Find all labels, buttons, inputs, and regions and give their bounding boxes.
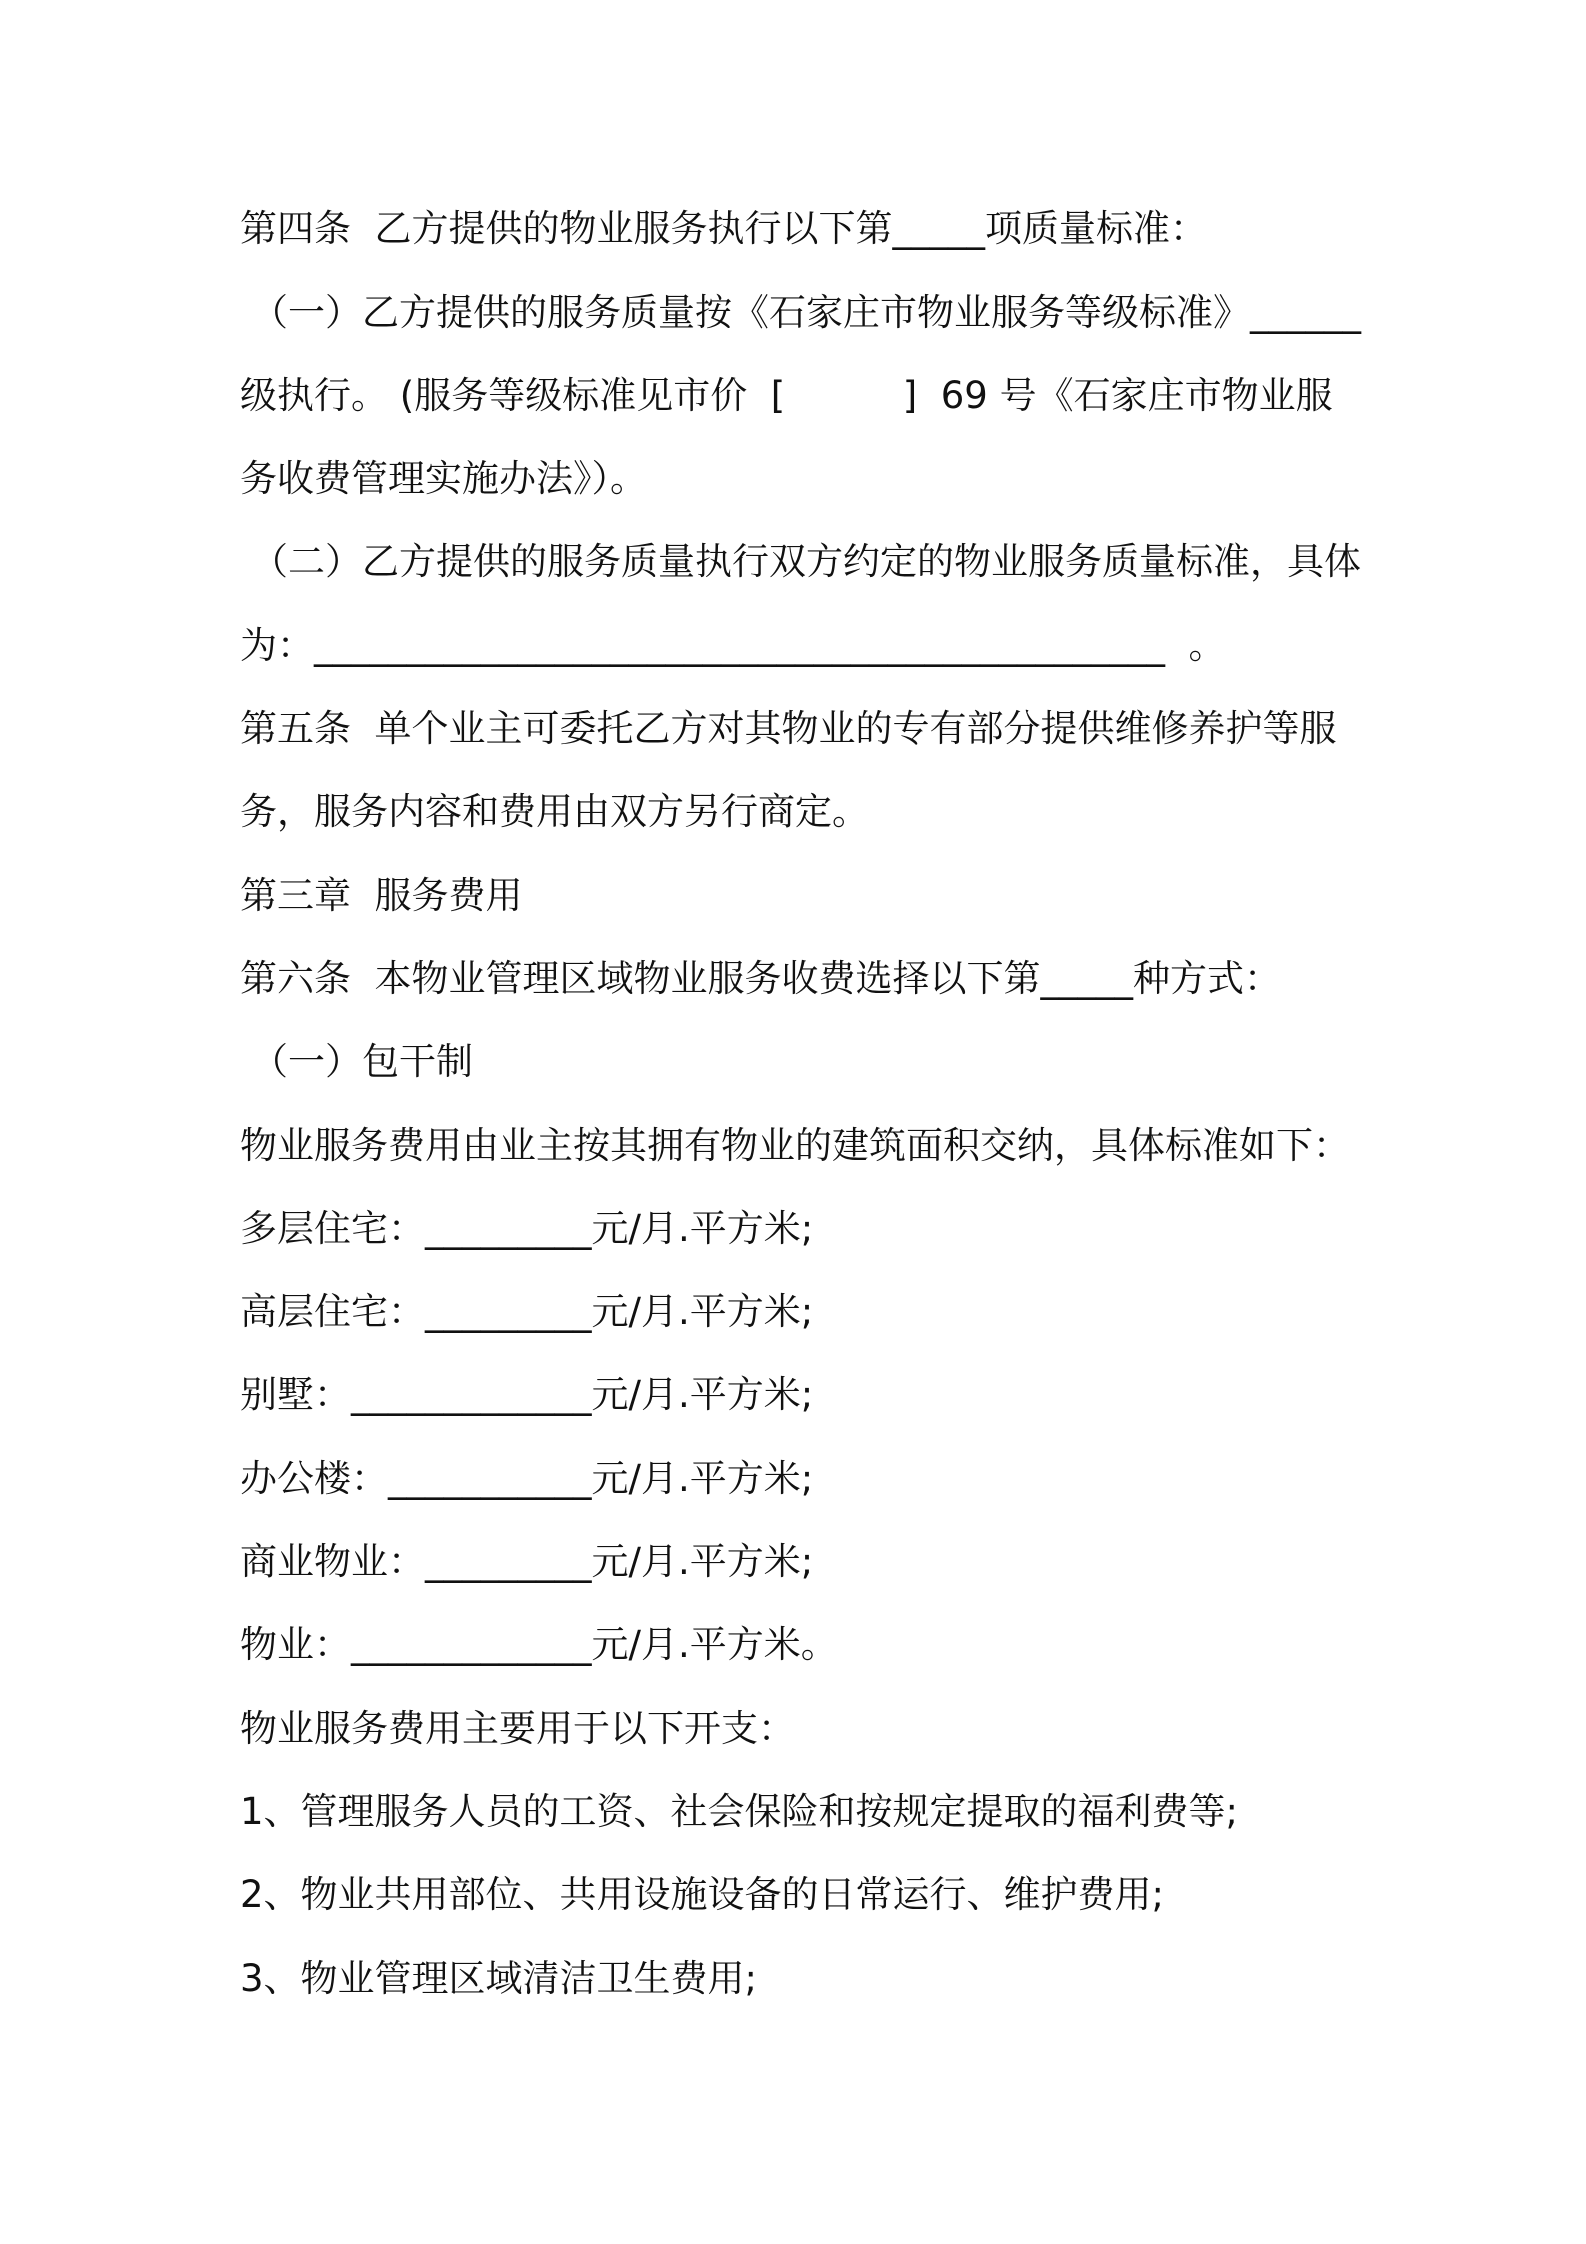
fee-other-property: 物业：_____________元/月.平方米。 [240, 1623, 838, 1666]
fee-multi-storey-residential: 多层住宅：_________元/月.平方米; [240, 1207, 814, 1250]
clause-5-line-1: 第五条 单个业主可委托乙方对其物业的专有部分提供维修养护等服 [240, 707, 1337, 750]
clause-5-line-2: 务，服务内容和费用由双方另行商定。 [240, 790, 869, 833]
fee-commercial-property: 商业物业：_________元/月.平方米; [240, 1540, 814, 1583]
expense-item-2: 2、物业共用部位、共用设施设备的日常运行、维护费用; [240, 1873, 1165, 1916]
fee-office-building: 办公楼：___________元/月.平方米; [240, 1457, 814, 1500]
clause-6-heading: 第六条 本物业管理区域物业服务收费选择以下第_____种方式： [240, 957, 1282, 1000]
expense-item-1: 1、管理服务人员的工资、社会保险和按规定提取的福利费等; [240, 1790, 1239, 1833]
clause-6-item-1-heading: （一）包干制 [251, 1040, 473, 1083]
fee-high-rise-residential: 高层住宅：_________元/月.平方米; [240, 1290, 814, 1333]
chapter-3-heading: 第三章 服务费用 [240, 874, 523, 917]
clause-4-item-2-line-2: 为：______________________________________________ 。 [240, 624, 1226, 667]
fee-standard-intro: 物业服务费用由业主按其拥有物业的建筑面积交纳，具体标准如下： [240, 1124, 1350, 1167]
clause-4-item-2-line-1: （二）乙方提供的服务质量执行双方约定的物业服务质量标准，具体 [251, 540, 1361, 583]
clause-4-item-1-line-1: （一）乙方提供的服务质量按《石家庄市物业服务等级标准》______ [251, 291, 1361, 334]
clause-4-item-1-line-3: 务收费管理实施办法》）。 [240, 457, 647, 500]
fee-villa: 别墅：_____________元/月.平方米; [240, 1373, 814, 1416]
clause-4-item-1-line-2: 级执行。 (服务等级标准见市价 [ ] 69 号《石家庄市物业服 [240, 374, 1333, 417]
expense-item-3: 3、物业管理区域清洁卫生费用; [240, 1957, 758, 2000]
clause-4-heading: 第四条 乙方提供的物业服务执行以下第_____项质量标准： [240, 207, 1208, 250]
expense-intro: 物业服务费用主要用于以下开支： [240, 1707, 795, 1750]
